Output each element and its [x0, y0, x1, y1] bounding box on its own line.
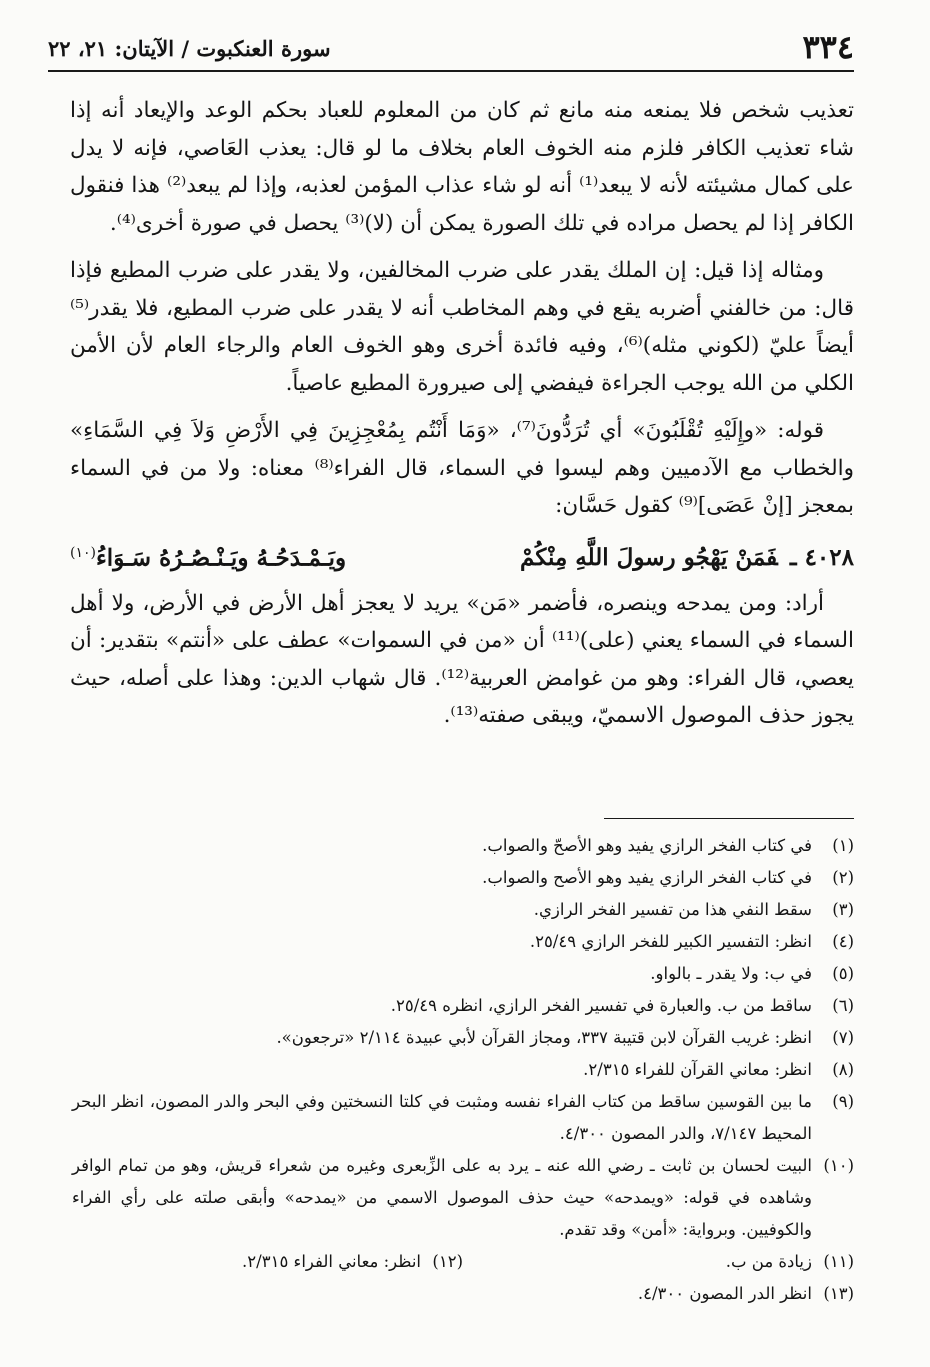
footnote-separator — [604, 818, 854, 819]
footnote — [72, 894, 854, 926]
footnote-text: ما بين القوسين ساقط من كتاب الفراء نفسه ومثبت في كلتا النسختين وفي البحر والدر المصون، انظر البحر المحيط ٧/١٤٧، والدر المصون ٤/٣٠٠. — [72, 1092, 812, 1143]
page-number: ٣٣٤ — [802, 28, 854, 66]
paragraph: ومثاله إذا قيل: إن الملك يقدر على ضرب المخالفين، ولا يقدر على ضرب المطيع فإذا قال: من خالفني أضربه يقع في وهم المخاطب أنه لا يقدر على ضرب المطيع، فلا يقدر⁽⁵⁾ أيضاً عليّ (لكوني مثله)⁽⁶⁾، وفيه فائدة أخرى وهو الخوف العام والرجاء العام لأن الأمن الكلي من الله يوجب الجراءة فيفضي إلى صيرورة المطيع عاصياً. — [70, 258, 854, 396]
footnote-number: (٩) — [832, 1092, 854, 1111]
footnote-number: (١٣) — [823, 1284, 854, 1303]
footnote — [72, 1246, 463, 1278]
paragraph: أراد: ومن يمدحه وينصره، فأضمر «مَن» يريد لا يعجز أهل الأرض في الأرض، ولا أهل السماء في السماء يعني (على)⁽¹¹⁾ أن «من في السموات» عطف على «أنتم» بتقدير: أن يعصي، قال الفراء: وهو من غوامض العربية⁽¹²⁾. قال شهاب الدين: وهذا على أصله، حيث يجوز حذف الموصول الاسميّ، ويبقى صفته⁽¹³⁾. — [70, 590, 855, 729]
page-header — [48, 26, 854, 72]
footnote — [72, 830, 854, 862]
footnote-text: في ب: ولا يقدر ـ بالواو. — [650, 964, 812, 983]
footnote — [72, 1022, 854, 1054]
footnote-text: انظر: معاني القرآن للفراء ٢/٣١٥. — [583, 1060, 812, 1079]
footnote — [72, 1150, 854, 1246]
poetry-verse — [70, 535, 854, 577]
footnote-pair — [72, 1246, 854, 1278]
footnote-number: (٧) — [832, 1028, 854, 1047]
footnote — [463, 1246, 854, 1278]
footnote-text: زيادة من ب. — [725, 1252, 812, 1271]
running-title: سورة العنكبوت / الآيتان: ٢١، ٢٢ — [48, 36, 331, 61]
footnote-number: (١٠) — [823, 1156, 854, 1175]
footnote-text: في كتاب الفخر الرازي يفيد وهو الأصح والصواب. — [482, 868, 812, 887]
footnote-text: انظر: التفسير الكبير للفخر الرازي ٢٥/٤٩. — [529, 932, 812, 951]
verse-footnote-ref: (١٠) — [70, 544, 96, 561]
footnote-text: انظر: غريب القرآن لابن قتيبة ٣٣٧، ومجاز القرآن لأبي عبيدة ٢/١١٤ «ترجعون». — [276, 1028, 812, 1047]
footnote — [72, 1278, 854, 1310]
paragraph: تعذيب شخص فلا يمنعه منه مانع ثم كان من المعلوم للعباد بحكم الوعد والإيعاد أنه إذا شاء تعذيب الكافر فلزم منه الخوف العام بخلاف ما لو قال: يعذب العَاصي، فإنه لا يدل على كمال مشيئته لأنه لا يبعد⁽¹⁾ أنه لو شاء عذاب المؤمن لعذبه، وإذا لم يبعد⁽²⁾ هذا فنقول الكافر إذا لم يحصل مراده في تلك الصورة يمكن أن (لا)⁽³⁾ يحصل في صورة أخرى⁽⁴⁾. — [70, 98, 854, 236]
footnotes — [72, 830, 854, 1310]
footnote-text: انظر الدر المصون ٤/٣٠٠. — [637, 1284, 812, 1303]
footnote-text: انظر: معاني الفراء ٢/٣١٥. — [242, 1252, 421, 1271]
footnote-number: (٦) — [832, 996, 854, 1015]
footnote-number: (١١) — [823, 1252, 854, 1271]
footnote-number: (٨) — [832, 1060, 854, 1079]
verse-second-hemistich — [70, 535, 346, 577]
footnote — [72, 958, 854, 990]
footnote-number: (١) — [832, 836, 854, 855]
footnote — [72, 862, 854, 894]
footnote-number: (٥) — [832, 964, 854, 983]
footnote-text: في كتاب الفخر الرازي يفيد وهو الأصحّ والصواب. — [482, 836, 812, 855]
footnote — [72, 926, 854, 958]
verse-hemistich-text: ويَـمْـدَحُـهُ ويَـنْـصُـرُهُ سَـوَاءُ — [95, 544, 347, 572]
footnote — [72, 990, 854, 1022]
footnote-number: (٢) — [832, 868, 854, 887]
verse-hemistich-text: فَمَنْ يَهْجُو رسولَ اللَّهِ مِنْكُمْ — [520, 544, 778, 572]
footnote-text: ساقط من ب. والعبارة في تفسير الفخر الرازي، انظره ٢٥/٤٩. — [390, 996, 812, 1015]
footnote-number: (٤) — [832, 932, 854, 951]
paragraph: قوله: «وإِلَيْهِ تُقْلَبُونَ» أي تُرَدُّونَ⁽⁷⁾، «وَمَا أَنْتُم بِمُعْجِزِينَ فِي الأَرْضِ وَلاَ فِي السَّمَاءِ» والخطاب مع الآدميين وهم ليسوا في السماء، قال الفراء⁽⁸⁾ معناه: ولا من في السماء بمعجز [إنْ عَصَى]⁽⁹⁾ كقول حَسَّان: — [70, 418, 854, 518]
footnote — [72, 1054, 854, 1086]
footnote-number: (١٢) — [432, 1252, 463, 1271]
footnote-number: (٣) — [832, 900, 854, 919]
verse-number: ٤٠٢٨ ـ — [789, 544, 854, 572]
verse-first-hemistich — [520, 539, 854, 577]
footnote-text: البيت لحسان بن ثابت ـ رضي الله عنه ـ يرد به على الزِّبعرى وغيره من شعراء قريش، وهو من تمام الوافر وشاهده في قوله: «ويمدحه» حيث حذف الموصول الاسمي من «يمدحه» وأبقى صلته على رأي الفراء والكوفيين. وبرواية: «أمن» وقد تقدم. — [72, 1156, 812, 1239]
footnote-text: سقط النفي هذا من تفسير الفخر الرازي. — [533, 900, 812, 919]
main-text — [70, 92, 854, 745]
footnote — [72, 1086, 854, 1150]
